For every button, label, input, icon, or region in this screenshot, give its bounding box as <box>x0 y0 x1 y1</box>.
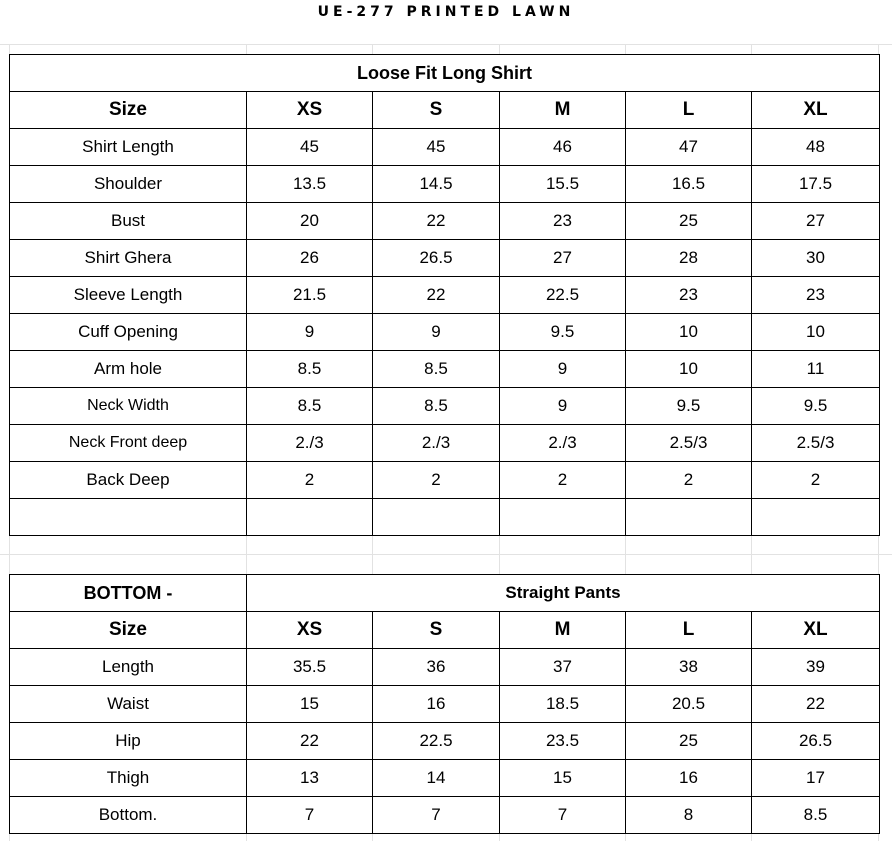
table-cell: 9 <box>500 388 626 425</box>
table-cell: 21.5 <box>247 277 373 314</box>
row-label: Thigh <box>10 760 247 797</box>
table-title: Loose Fit Long Shirt <box>10 55 880 92</box>
table-cell: 7 <box>247 797 373 834</box>
size-header: M <box>500 612 626 649</box>
table-cell: 8 <box>626 797 752 834</box>
empty-cell <box>752 499 880 536</box>
table-cell: 8.5 <box>373 351 500 388</box>
table-cell: 10 <box>752 314 880 351</box>
table-cell: 8.5 <box>247 351 373 388</box>
table-cell: 8.5 <box>752 797 880 834</box>
document-title: UE-277 PRINTED LAWN <box>317 4 575 20</box>
shirt-size-table <box>9 54 880 536</box>
table-row <box>10 388 880 425</box>
table-title-row <box>10 55 880 92</box>
table-cell: 2 <box>373 462 500 499</box>
table-cell: 22 <box>373 277 500 314</box>
table-row <box>10 166 880 203</box>
gridline <box>0 44 892 45</box>
size-header: XL <box>752 92 880 129</box>
size-header: XL <box>752 612 880 649</box>
table-cell: 10 <box>626 351 752 388</box>
table-cell: 37 <box>500 649 626 686</box>
table-cell: 45 <box>373 129 500 166</box>
table-cell: 11 <box>752 351 880 388</box>
table-cell: 8.5 <box>373 388 500 425</box>
table-cell: 15 <box>247 686 373 723</box>
table-cell: 8.5 <box>247 388 373 425</box>
row-label: Length <box>10 649 247 686</box>
table-cell: 23 <box>500 203 626 240</box>
table-row <box>10 425 880 462</box>
empty-cell <box>247 499 373 536</box>
table-cell: 9.5 <box>752 388 880 425</box>
table-cell: 13.5 <box>247 166 373 203</box>
table-row <box>10 797 880 834</box>
table-cell: 48 <box>752 129 880 166</box>
size-header: S <box>373 612 500 649</box>
row-label: Back Deep <box>10 462 247 499</box>
table-cell: 16.5 <box>626 166 752 203</box>
size-header: XS <box>247 612 373 649</box>
table-cell: 27 <box>752 203 880 240</box>
table-cell: 23.5 <box>500 723 626 760</box>
table-row <box>10 723 880 760</box>
table-cell: 15 <box>500 760 626 797</box>
table-cell: 47 <box>626 129 752 166</box>
table-cell: 22 <box>373 203 500 240</box>
table-cell: 14.5 <box>373 166 500 203</box>
row-label: Neck Front deep <box>10 425 247 462</box>
row-label: Bottom. <box>10 797 247 834</box>
table-cell: 16 <box>373 686 500 723</box>
table-row <box>10 240 880 277</box>
table-cell: 25 <box>626 203 752 240</box>
empty-cell <box>500 499 626 536</box>
empty-cell <box>626 499 752 536</box>
table-cell: 26.5 <box>373 240 500 277</box>
row-label: Hip <box>10 723 247 760</box>
table-cell: 20 <box>247 203 373 240</box>
table-cell: 9 <box>373 314 500 351</box>
empty-cell <box>373 499 500 536</box>
table-cell: 17 <box>752 760 880 797</box>
table-cell: 2./3 <box>373 425 500 462</box>
table-cell: 18.5 <box>500 686 626 723</box>
table-cell: 9.5 <box>500 314 626 351</box>
table-row <box>10 129 880 166</box>
row-label: Waist <box>10 686 247 723</box>
table-cell: 22.5 <box>500 277 626 314</box>
size-header: XS <box>247 92 373 129</box>
table-cell: 2 <box>626 462 752 499</box>
table-cell: 2./3 <box>500 425 626 462</box>
empty-row <box>10 499 880 536</box>
table-cell: 25 <box>626 723 752 760</box>
table-row <box>10 760 880 797</box>
table-cell: 26.5 <box>752 723 880 760</box>
table-cell: 2./3 <box>247 425 373 462</box>
size-header: L <box>626 612 752 649</box>
table-row <box>10 462 880 499</box>
table-row <box>10 314 880 351</box>
size-header: M <box>500 92 626 129</box>
table-cell: 38 <box>626 649 752 686</box>
row-label: Sleeve Length <box>10 277 247 314</box>
table-cell: 17.5 <box>752 166 880 203</box>
gridline <box>0 554 892 555</box>
row-label: Shirt Ghera <box>10 240 247 277</box>
table-cell: 10 <box>626 314 752 351</box>
table-cell: 22.5 <box>373 723 500 760</box>
table-cell: 27 <box>500 240 626 277</box>
table-cell: 45 <box>247 129 373 166</box>
table-title: Straight Pants <box>247 575 880 612</box>
table-title-row <box>10 575 880 612</box>
size-header-row <box>10 612 880 649</box>
size-label: Size <box>10 92 247 129</box>
table-cell: 16 <box>626 760 752 797</box>
row-label: Cuff Opening <box>10 314 247 351</box>
table-row <box>10 686 880 723</box>
table-cell: 15.5 <box>500 166 626 203</box>
section-label: BOTTOM - <box>10 575 247 612</box>
table-cell: 13 <box>247 760 373 797</box>
table-cell: 22 <box>247 723 373 760</box>
table-cell: 2.5/3 <box>626 425 752 462</box>
table-cell: 28 <box>626 240 752 277</box>
table-cell: 9 <box>247 314 373 351</box>
table-cell: 39 <box>752 649 880 686</box>
table-cell: 9.5 <box>626 388 752 425</box>
table-cell: 9 <box>500 351 626 388</box>
empty-cell <box>10 499 247 536</box>
table-cell: 14 <box>373 760 500 797</box>
table-row <box>10 203 880 240</box>
table-row <box>10 277 880 314</box>
size-header: S <box>373 92 500 129</box>
table-cell: 26 <box>247 240 373 277</box>
table-cell: 36 <box>373 649 500 686</box>
size-header: L <box>626 92 752 129</box>
table-cell: 35.5 <box>247 649 373 686</box>
table-cell: 2 <box>500 462 626 499</box>
table-cell: 7 <box>373 797 500 834</box>
row-label: Bust <box>10 203 247 240</box>
size-label: Size <box>10 612 247 649</box>
table-cell: 7 <box>500 797 626 834</box>
row-label: Shoulder <box>10 166 247 203</box>
table-cell: 46 <box>500 129 626 166</box>
table-cell: 2 <box>247 462 373 499</box>
row-label: Shirt Length <box>10 129 247 166</box>
table-cell: 23 <box>626 277 752 314</box>
table-cell: 20.5 <box>626 686 752 723</box>
table-cell: 2.5/3 <box>752 425 880 462</box>
size-header-row <box>10 92 880 129</box>
table-cell: 2 <box>752 462 880 499</box>
row-label: Arm hole <box>10 351 247 388</box>
table-cell: 22 <box>752 686 880 723</box>
table-row <box>10 351 880 388</box>
bottom-size-table <box>9 574 880 834</box>
row-label: Neck Width <box>10 388 247 425</box>
table-cell: 30 <box>752 240 880 277</box>
table-row <box>10 649 880 686</box>
table-cell: 23 <box>752 277 880 314</box>
